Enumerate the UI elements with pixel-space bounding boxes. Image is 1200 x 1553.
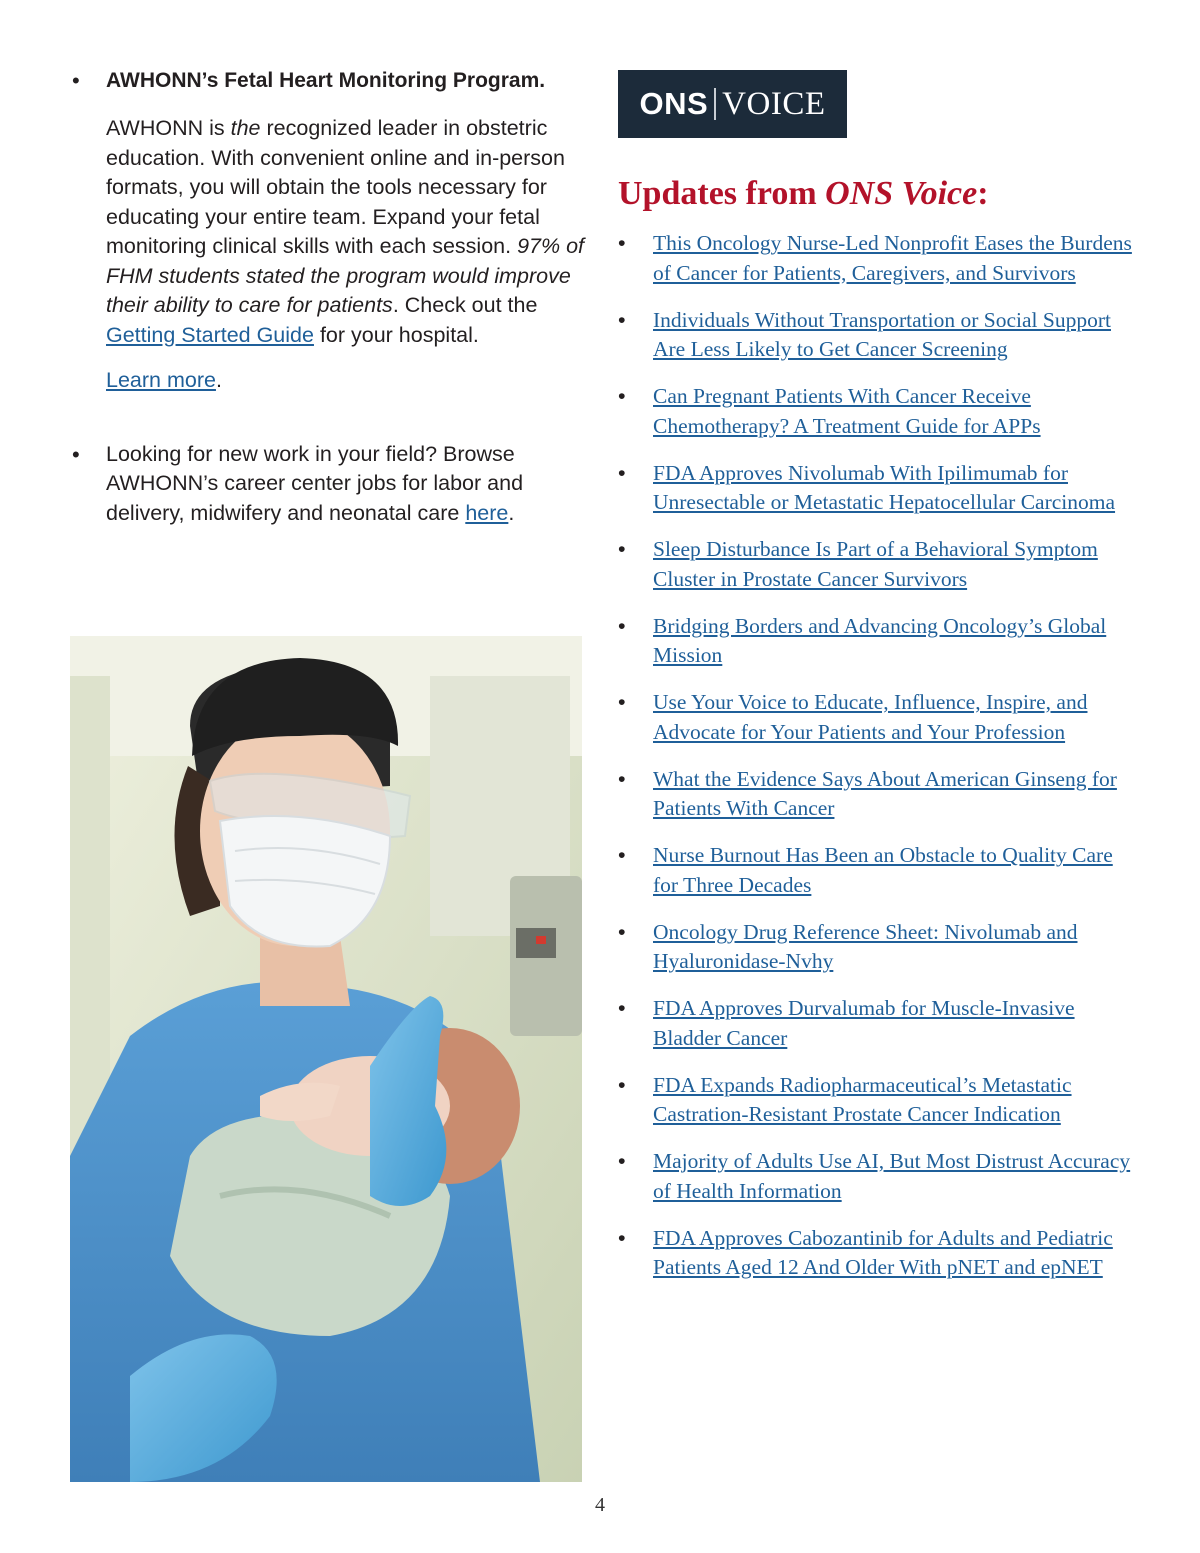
list-item [618,765,1138,824]
list-item [618,688,1138,747]
list-item [618,1071,1138,1130]
awhonn-heading: AWHONN’s Fetal Heart Monitoring Program. [106,69,546,92]
text-run: Updates from [618,175,826,212]
update-link[interactable]: FDA Expands Radiopharmaceutical’s Metastatic Castration-Resistant Prostate Cancer Indication [653,1072,1072,1126]
list-item [618,459,1138,518]
photo-illustration [70,636,582,1482]
bullet: • [618,843,626,867]
left-column [70,66,590,528]
bullet: • [618,690,626,714]
bullet: • [618,919,626,944]
bullet: • [618,537,626,561]
statistic-quote: 97% of FHM students stated the program would improve their ability to care for patients [106,234,584,317]
logo-divider [714,88,716,120]
update-link[interactable]: Nurse Burnout Has Been an Obstacle to Quality Care for Three Decades [653,843,1113,897]
updates-heading [618,174,989,214]
text-run: AWHONN is [106,116,231,140]
learn-more-line [106,366,590,396]
logo-ons-text: ONS [639,86,709,121]
update-link[interactable]: FDA Approves Nivolumab With Ipilimumab for Unresectable or Metastatic Hepatocellular Carcinoma [653,460,1116,514]
updates-list [618,229,1138,1300]
text-emphasis: ONS Voice [825,175,978,212]
list-item [618,612,1138,671]
bullet: • [618,1072,626,1097]
nurse-newborn-photo [70,636,582,1482]
list-item [618,229,1138,288]
update-link[interactable]: This Oncology Nurse-Led Nonprofit Eases the Burdens of Cancer for Patients, Caregivers, and Survivors [653,231,1132,285]
learn-more-link[interactable]: Learn more [106,368,216,392]
text-run: for your hospital. [313,322,479,347]
text-run: . [215,368,222,392]
bullet: • [618,384,626,408]
text-run: Looking for new work in your field? Browse AWHONN’s career center jobs for labor and delivery, midwifery and neonatal care [106,441,524,525]
text-run: . Check out the [392,293,538,317]
update-link[interactable]: Use Your Voice to Educate, Influence, Inspire, and Advocate for Your Patients and Your Profession [653,690,1088,744]
bullet: • [618,996,626,1020]
text-emphasis: the [230,116,261,140]
text-run: . [508,500,515,525]
list-item [618,841,1138,900]
update-link[interactable]: What the Evidence Says About American Ginseng for Patients With Cancer [653,766,1117,820]
bullet: • [618,766,626,791]
career-section [70,440,590,529]
bullet: • [618,231,626,255]
bullet: • [72,68,80,93]
update-link[interactable]: Majority of Adults Use AI, But Most Distrust Accuracy of Health Information [653,1149,1131,1203]
update-link[interactable]: Oncology Drug Reference Sheet: Nivolumab and Hyaluronidase-Nvhy [653,919,1078,973]
bullet: • [618,1225,626,1250]
ons-voice-logo [618,70,847,138]
getting-started-guide-link[interactable]: Getting Started Guide [106,322,314,347]
list-item [618,918,1138,977]
update-link[interactable]: Can Pregnant Patients With Cancer Receive Chemotherapy? A Treatment Guide for APPs [653,384,1041,438]
career-text [106,440,590,529]
list-item [618,306,1138,365]
list-item [618,994,1138,1053]
logo-voice-text: VOICE [722,85,826,122]
update-link[interactable]: Bridging Borders and Advancing Oncology’s Global Mission [653,613,1107,667]
text-run: recognized leader in obstetric education. With convenient online and in-person formats, you will obtain the tools necessary for educating your entire team. Expand your fetal monitoring clinical skills with each session. [106,116,565,258]
page-number: 4 [595,1494,605,1516]
update-link[interactable]: FDA Approves Cabozantinib for Adults and Pediatric Patients Aged 12 And Older With pNET and epNET [653,1225,1113,1279]
update-link[interactable]: Sleep Disturbance Is Part of a Behavioral Symptom Cluster in Prostate Cancer Survivors [653,537,1098,591]
awhonn-section [70,66,590,396]
list-item [618,1224,1138,1283]
bullet: • [618,613,626,638]
update-link[interactable]: FDA Approves Durvalumab for Muscle-Invasive Bladder Cancer [653,996,1075,1050]
text-run: : [977,175,989,212]
bullet: • [618,460,626,485]
bullet: • [618,1149,626,1173]
right-column [618,70,1138,1279]
list-item [618,382,1138,441]
update-link[interactable]: Individuals Without Transportation or Social Support Are Less Likely to Get Cancer Screening [653,307,1111,361]
career-here-link[interactable]: here [465,500,509,525]
awhonn-description [106,114,590,350]
bullet: • [72,441,80,467]
bullet: • [618,307,626,332]
list-item [618,1147,1138,1206]
list-item [618,535,1138,594]
